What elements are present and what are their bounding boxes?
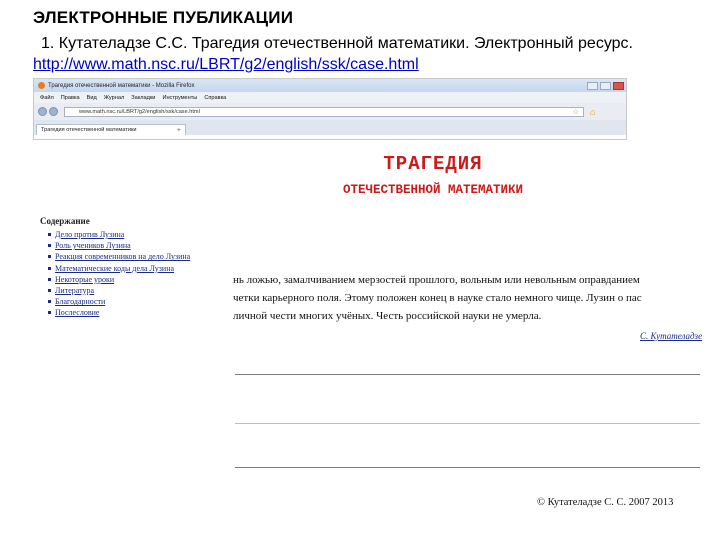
menu-view[interactable]: Вид bbox=[86, 94, 97, 101]
forward-icon[interactable] bbox=[49, 107, 58, 116]
divider bbox=[235, 423, 700, 424]
slide-title: ЭЛЕКТРОННЫЕ ПУБЛИКАЦИИ bbox=[33, 8, 294, 27]
menu-bookmarks[interactable]: Закладки bbox=[131, 94, 156, 101]
firefox-icon bbox=[38, 82, 45, 89]
menu-history[interactable]: Журнал bbox=[103, 94, 125, 101]
browser-tabbar bbox=[34, 120, 626, 135]
citation-text: 1. Кутателадзе С.С. Трагедия отечественной математики. Электронный ресурс. bbox=[41, 35, 633, 52]
bookmark-star-icon[interactable]: ☆ bbox=[572, 108, 579, 116]
article-excerpt bbox=[233, 271, 705, 325]
toc-item[interactable]: Послесловие bbox=[48, 307, 190, 318]
author-signature-link[interactable]: С. Кутателадзе bbox=[640, 331, 703, 341]
divider bbox=[235, 467, 700, 468]
citation bbox=[33, 33, 713, 75]
browser-tab[interactable] bbox=[36, 124, 186, 135]
back-icon[interactable] bbox=[38, 107, 47, 116]
body-line: личной чести многих учёных. Честь российской науки не умерла. bbox=[233, 310, 542, 322]
citation-link[interactable]: http://www.math.nsc.ru/LBRT/g2/english/ssk/case.html bbox=[33, 56, 419, 73]
address-text: www.math.nsc.ru/LBRT/g2/english/ssk/case.html bbox=[79, 108, 200, 115]
toc-item[interactable]: Реакция современников на дело Лузина bbox=[48, 251, 190, 262]
maximize-icon[interactable] bbox=[600, 82, 611, 90]
toc-item[interactable]: Роль учеников Лузина bbox=[48, 240, 190, 251]
browser-titlebar bbox=[34, 79, 626, 92]
window-title: Трагедия отечественной математики - Mozilla Firefox bbox=[48, 82, 195, 89]
toc-item[interactable]: Некоторые уроки bbox=[48, 274, 190, 285]
table-of-contents bbox=[40, 216, 190, 319]
toc-heading: Содержание bbox=[40, 216, 90, 226]
browser-navbar bbox=[34, 103, 626, 120]
new-tab-icon[interactable]: + bbox=[176, 126, 181, 134]
browser-menubar bbox=[34, 92, 626, 103]
page-title: ТРАГЕДИЯ bbox=[383, 153, 483, 175]
tab-label: Трагедия отечественной математики bbox=[41, 127, 137, 133]
address-bar[interactable] bbox=[64, 107, 584, 117]
close-icon[interactable] bbox=[613, 82, 624, 90]
body-line: четки карьерного поля. Этому положен конец в науке стало немного чище. Лузин о пас bbox=[233, 292, 642, 304]
divider bbox=[235, 374, 700, 375]
menu-edit[interactable]: Правка bbox=[60, 94, 80, 101]
menu-help[interactable]: Справка bbox=[204, 94, 227, 101]
toc-item[interactable]: Математические коды дела Лузина bbox=[48, 263, 190, 274]
home-icon[interactable]: ⌂ bbox=[590, 106, 596, 117]
window-controls bbox=[587, 82, 626, 90]
menu-tools[interactable]: Инструменты bbox=[162, 94, 198, 101]
toc-item[interactable]: Благодарности bbox=[48, 296, 190, 307]
body-line: нь ложью, замалчиванием мерзостей прошлого, вольным или невольным оправданием bbox=[233, 274, 640, 286]
toc-item[interactable]: Литература bbox=[48, 285, 190, 296]
page-subtitle: ОТЕЧЕСТВЕННОЙ МАТЕМАТИКИ bbox=[342, 183, 524, 197]
toc-item[interactable]: Дело против Лузина bbox=[48, 229, 190, 240]
copyright: © Кутателадзе С. С. 2007 2013 bbox=[537, 497, 674, 508]
minimize-icon[interactable] bbox=[587, 82, 598, 90]
browser-screenshot bbox=[33, 78, 627, 140]
menu-file[interactable]: Файл bbox=[40, 94, 54, 101]
